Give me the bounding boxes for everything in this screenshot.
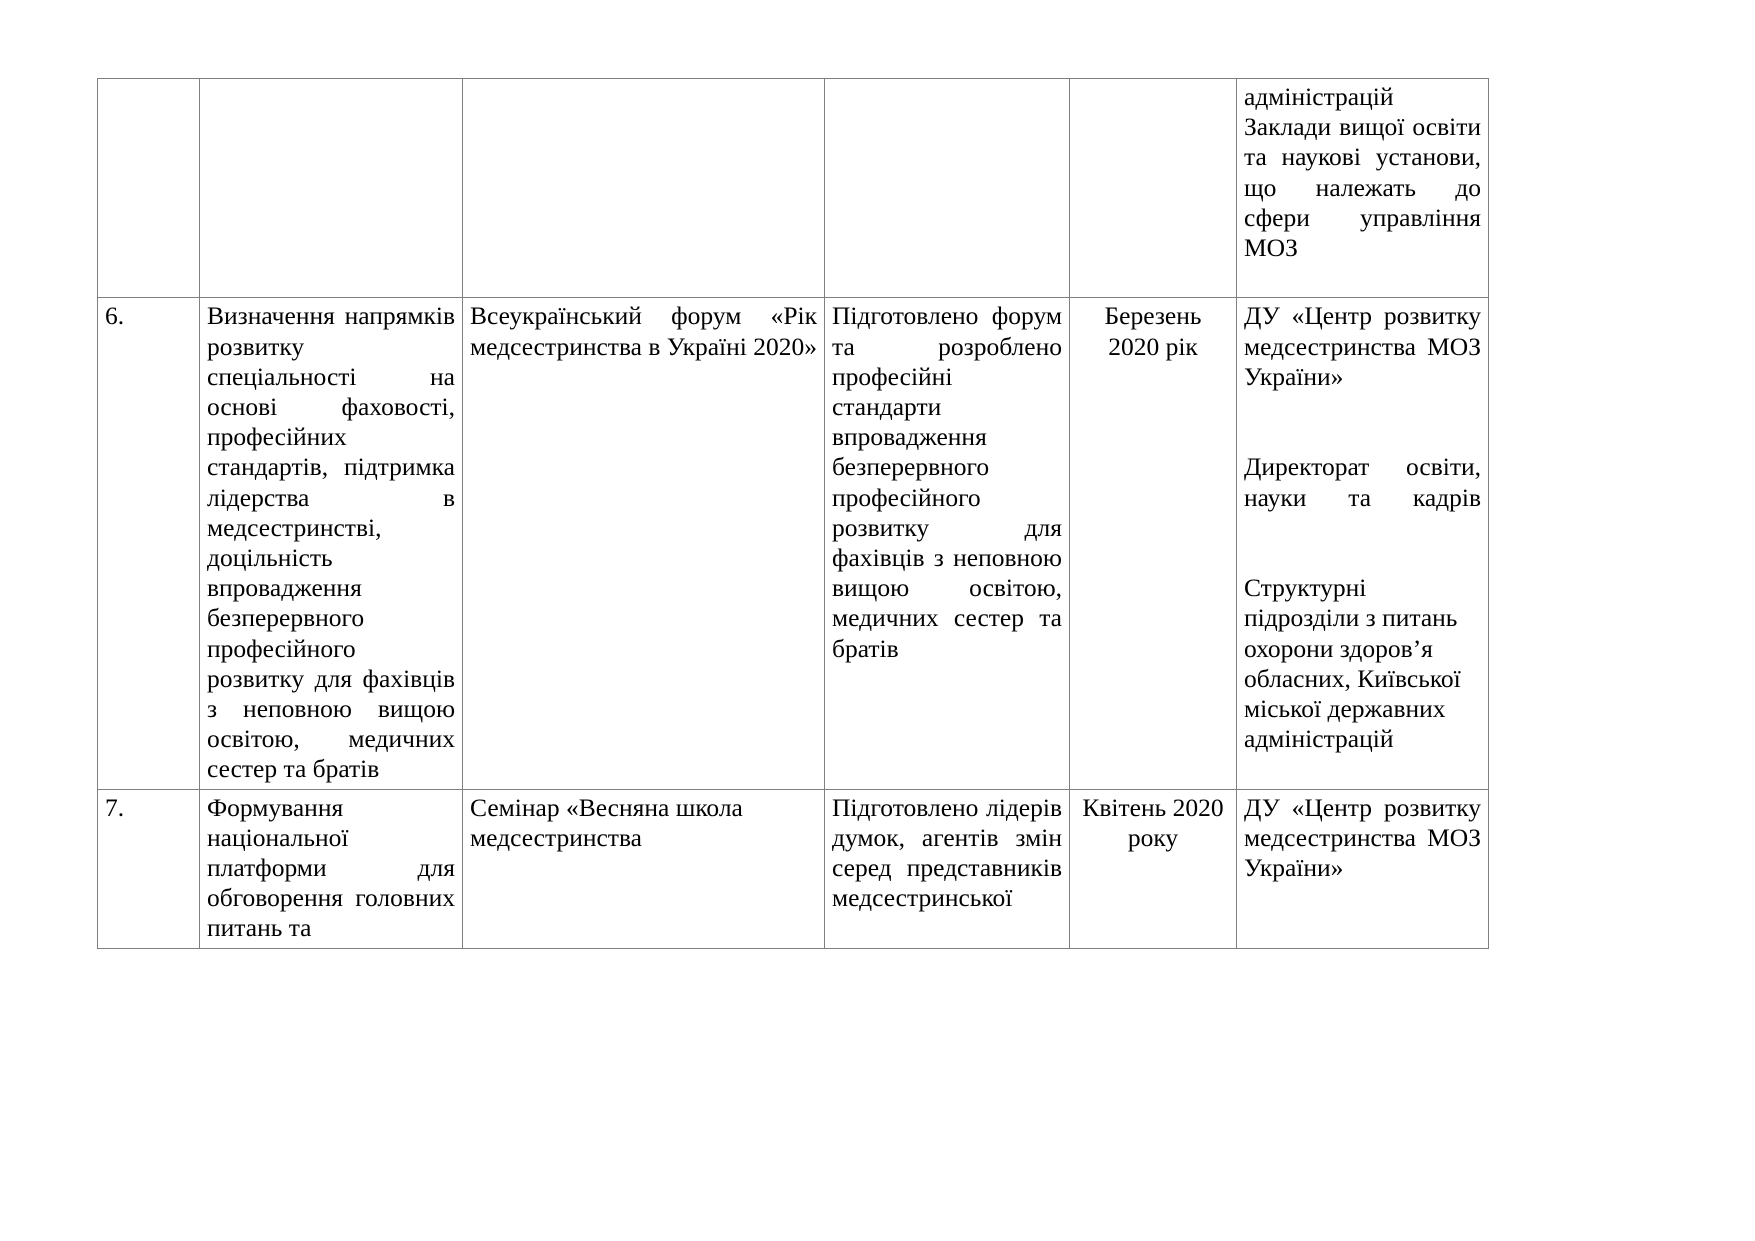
table-row (98, 298, 1489, 789)
cell-term-date (1070, 298, 1237, 789)
paragraph-spacer (1244, 543, 1481, 573)
task-description-text: Визначення напрямків розвитку спеціальності на основі фаховості, професійних стандартів, підтримка лідерства в медсестринстві, доцільність впровадження безперервного професійного розвитку для фахівців з неповною вищою освітою, медичних сестер та братів (207, 301, 455, 784)
table-row (98, 789, 1489, 948)
responsible-paragraph (1244, 452, 1481, 543)
cell-task-description (200, 298, 463, 789)
responsible-line: Заклади вищої освіти та наукові установи, що належать до сфери управління МОЗ (1244, 112, 1481, 263)
expected-result-text: Підготовлено форум та розроблено професійні стандарти впровадження безперервного професійного розвитку для фахівців з неповною вищою освітою, медичних сестер та братів (832, 301, 1062, 663)
event-name-text: Всеукраїнський форум «Рік медсестринства в Україні 2020» (470, 301, 817, 361)
responsible-line: ДУ «Центр розвитку медсестринства МОЗ України» (1244, 301, 1481, 391)
cell-event-name (463, 298, 825, 789)
term-date-text: Квітень 2020 року (1082, 792, 1224, 852)
responsible-line: Структурні підрозділи з питань охорони здоров’я обласних, Київської міської державних адміністрацій (1244, 573, 1461, 754)
cell-task-description (200, 79, 463, 298)
cell-responsible-body (1237, 298, 1489, 789)
paragraph-spacer (1244, 422, 1481, 452)
responsible-line: Директорат освіти, науки та кадрів (1244, 452, 1481, 512)
responsible-paragraph (1244, 82, 1481, 112)
cell-event-name (463, 789, 825, 948)
cell-row-number: 7. (98, 789, 200, 948)
cell-term-date (1070, 79, 1237, 298)
action-plan-table (97, 78, 1489, 949)
cell-responsible-body (1237, 789, 1489, 948)
task-description-text: Формування національної платформи для обговорення головних питань та (207, 792, 455, 943)
responsible-paragraph (1244, 112, 1481, 293)
responsible-line: ДУ «Центр розвитку медсестринства МОЗ України» (1244, 792, 1481, 883)
cell-expected-result (825, 789, 1070, 948)
expected-result-text: Підготовлено лідерів думок, агентів змін серед представників медсестринської (832, 792, 1062, 913)
table-row (98, 79, 1489, 298)
cell-expected-result (825, 79, 1070, 298)
cell-term-date (1070, 789, 1237, 948)
term-date-text: Березень 2020 рік (1104, 301, 1202, 361)
cell-row-number: 6. (98, 298, 200, 789)
cell-row-number (98, 79, 200, 298)
cell-responsible-body (1237, 79, 1489, 298)
event-name-text: Семінар «Весняна школа медсестринства (470, 792, 743, 852)
cell-task-description (200, 789, 463, 948)
responsible-paragraph (1244, 301, 1481, 422)
responsible-line: адміністрацій (1244, 82, 1394, 111)
responsible-paragraph (1244, 573, 1481, 754)
cell-expected-result (825, 298, 1070, 789)
responsible-paragraph (1244, 793, 1481, 914)
cell-event-name (463, 79, 825, 298)
table-body (98, 79, 1489, 949)
